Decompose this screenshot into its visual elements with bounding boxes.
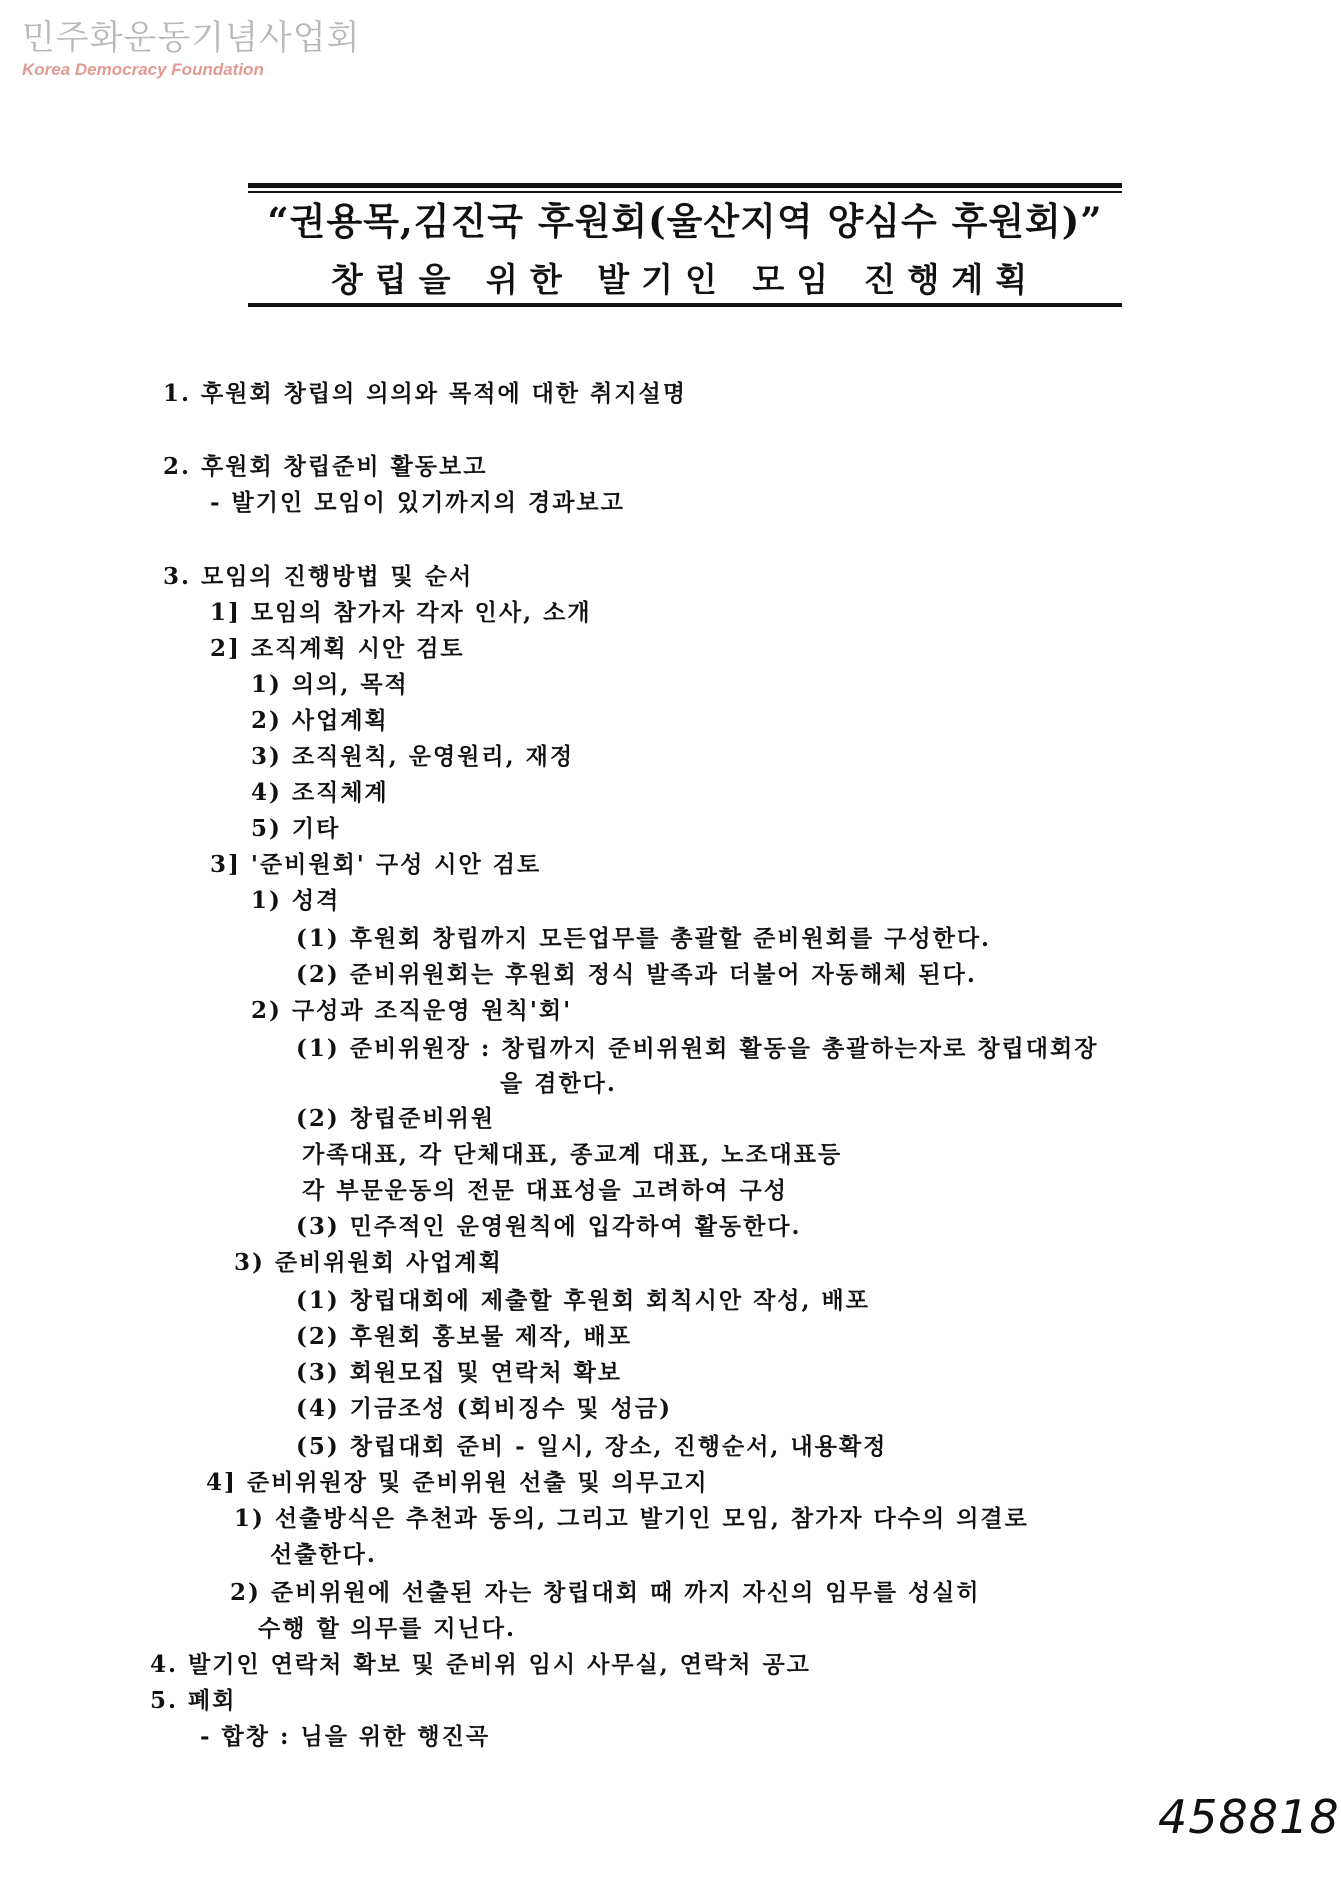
title-rule-bottom [248,303,1122,307]
agenda-line: 1] 모임의 참가자 각자 인사, 소개 [210,599,592,626]
agenda-line: 1. 후원회 창립의 의의와 목적에 대한 취지설명 [163,380,687,407]
agenda-line: 2] 조직계획 시안 검토 [210,635,465,662]
agenda-line: 3) 준비위원회 사업계획 [234,1249,503,1276]
agenda-line: 5) 기타 [251,815,341,842]
agenda-line: 5. 폐회 [150,1687,237,1714]
agenda-line: (2) 준비위원회는 후원회 정식 발족과 더불어 자동해체 된다. [296,961,977,988]
agenda-line: 2) 구성과 조직운영 원칙'회' [251,997,573,1024]
agenda-line: (4) 기금조성 (회비징수 및 성금) [296,1395,672,1422]
agenda-line: 3. 모임의 진행방법 및 순서 [163,563,474,590]
handwritten-page-number: 458818 [1158,1790,1340,1844]
title-rule-top-thin [248,191,1122,193]
agenda-line: 선출한다. [270,1541,377,1568]
agenda-line: 2) 준비위원에 선출된 자는 창립대회 때 까지 자신의 임무를 성실히 [230,1579,981,1606]
agenda-line: 각 부문운동의 전문 대표성을 고려하여 구성 [302,1177,788,1204]
agenda-line: 4] 준비위원장 및 준비위원 선출 및 의무고지 [206,1469,709,1496]
agenda-line: - 발기인 모임이 있기까지의 경과보고 [210,489,625,516]
agenda-line: (1) 창립대회에 제출할 후원회 회칙시안 작성, 배포 [296,1287,870,1314]
agenda-line: (1) 준비위원장 : 창립까지 준비위원회 활동을 총괄하는자로 창립대회장 [296,1035,1099,1062]
agenda-line: (5) 창립대회 준비 - 일시, 장소, 진행순서, 내용확정 [296,1433,888,1460]
agenda-line: (2) 창립준비위원 [296,1105,496,1132]
agenda-line: 3) 조직원칙, 운영원리, 재정 [251,743,575,770]
foundation-logo [22,18,360,80]
agenda-line: 1) 선출방식은 추천과 동의, 그리고 발기인 모임, 참가자 다수의 의결로 [234,1505,1029,1532]
title-rule-top [248,183,1122,188]
logo-korean-text: 민주화운동기념사업회 [22,18,361,58]
agenda-line: 2) 사업계획 [251,707,389,734]
agenda-line: 4. 발기인 연락처 확보 및 준비위 임시 사무실, 연락처 공고 [150,1651,811,1678]
agenda-line: 4) 조직체계 [251,779,389,806]
agenda-line: (3) 회원모집 및 연락처 확보 [296,1359,622,1386]
agenda-line: (3) 민주적인 운영원칙에 입각하여 활동한다. [296,1213,802,1240]
agenda-line: - 합창 : 님을 위한 행진곡 [200,1723,491,1750]
agenda-line: 1) 성격 [251,887,341,914]
agenda-line: 2. 후원회 창립준비 활동보고 [163,453,488,480]
document-subtitle: 창립을 위한 발기인 모임 진행계획 [330,260,1040,299]
agenda-line: 3] '준비원회' 구성 시안 검토 [210,851,542,878]
agenda-line: 1) 의의, 목적 [251,671,409,698]
agenda-line: 가족대표, 각 단체대표, 종교계 대표, 노조대표등 [302,1141,843,1168]
agenda-line: 을 겸한다. [500,1070,617,1097]
agenda-line: (2) 후원회 홍보물 제작, 배포 [296,1323,632,1350]
agenda-line: 수행 할 의무를 지닌다. [258,1615,516,1642]
logo-english-text: Korea Democracy Foundation [22,60,264,79]
document-title: “권용목,김진국 후원회(울산지역 양심수 후원회)” [267,199,1103,243]
agenda-line: (1) 후원회 창립까지 모든업무를 총괄할 준비원회를 구성한다. [296,925,992,952]
